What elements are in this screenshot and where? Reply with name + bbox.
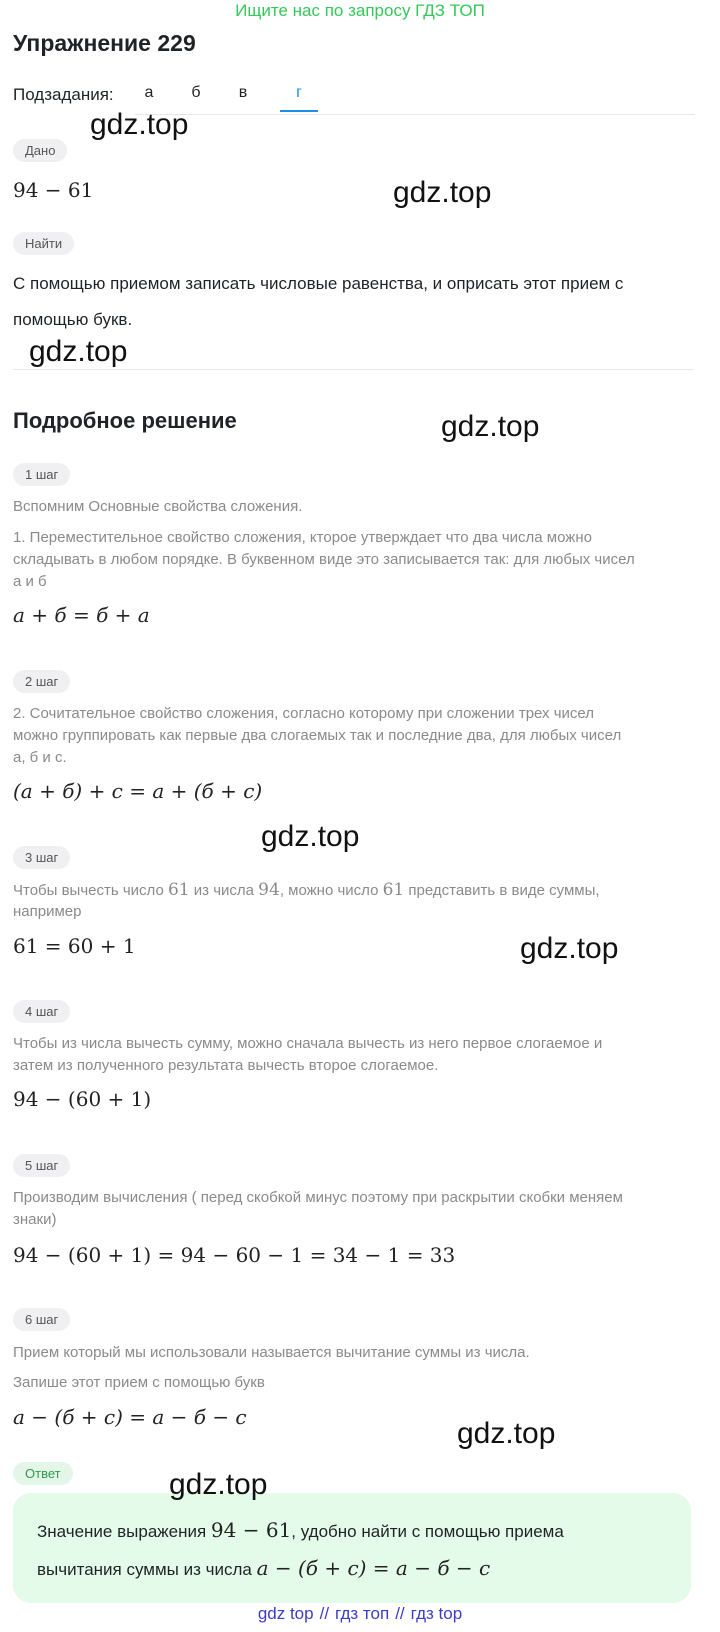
bottom-link-separator: //: [395, 1604, 405, 1623]
step-2-text-1: 2. Сочитательное свойство сложения, согласно которому при сложении трех чисел: [13, 705, 595, 722]
page-title: Упражнение 229: [13, 30, 196, 56]
step-4-badge-wrap: [13, 1000, 70, 1023]
find-badge-wrap: [13, 232, 74, 255]
step-6-text-1: Прием который мы использовали называется вычитание суммы из числа.: [13, 1344, 530, 1361]
step-6-text-2: Запише этот прием с помощью букв: [13, 1374, 265, 1391]
step-4-badge: 4 шаг: [13, 1000, 70, 1023]
step-4-text-1: Чтобы из числа вычесть сумму, можно сначала вычесть из него первое слогаемое и: [13, 1035, 603, 1052]
answer-text-part: Значение выражения: [37, 1522, 211, 1541]
tab-v[interactable]: в: [238, 84, 248, 101]
step-1-text-3: складывать в любом порядке. В буквенном виде это записывается так: для любых чисел: [13, 551, 635, 568]
step-5-text-1: Производим вычисления ( перед скобкой минус поэтому при раскрытии скобки меняем: [13, 1189, 623, 1206]
search-banner: Ищите нас по запросу ГДЗ ТОП: [235, 1, 485, 20]
step-1-badge: 1 шаг: [13, 463, 70, 486]
step-5-formula: 94 − (60 + 1) = 94 − 60 − 1 = 34 − 1 = 33: [13, 1243, 456, 1267]
step-6-badge: 6 шаг: [13, 1308, 70, 1331]
step-3-text-part: , можно число: [279, 882, 383, 899]
answer-line-1: [37, 1512, 677, 1550]
tab-b[interactable]: б: [191, 84, 201, 101]
step-1-text-1: Вспомним Основные свойства сложения.: [13, 498, 303, 515]
bottom-link-gdz-top[interactable]: gdz top: [257, 1604, 314, 1623]
watermark: gdz.top: [169, 1468, 268, 1501]
answer-math: 94 − 61: [210, 1518, 292, 1542]
given-badge: Дано: [13, 139, 67, 162]
step-3-text-part: представить в виде суммы,: [404, 882, 600, 899]
step-4-formula: 94 − (60 + 1): [13, 1087, 152, 1111]
answer-text-part: вычитания суммы из числа: [37, 1560, 257, 1579]
answer-badge-wrap: [13, 1462, 73, 1485]
step-3-number: 61: [167, 880, 190, 900]
watermark: gdz.top: [457, 1417, 556, 1450]
watermark: gdz.top: [90, 108, 189, 141]
section-divider: [13, 369, 693, 370]
find-text-line2: помощью букв.: [13, 310, 133, 329]
step-1-text-2: 1. Переместительное свойство сложения, кторое утверждает что два числа можно: [13, 529, 592, 546]
bottom-links: [0, 1604, 720, 1624]
answer-text-part: , удобно найти с помощью приема: [291, 1522, 564, 1541]
step-5-badge: 5 шаг: [13, 1154, 70, 1177]
find-text-line1: С помощью приемом записать числовые равенства, и оприсать этот прием с: [13, 274, 624, 293]
step-5-badge-wrap: [13, 1154, 70, 1177]
step-2-badge-wrap: [13, 670, 70, 693]
step-2-formula: (a + б) + c = a + (б + c): [13, 779, 263, 803]
watermark: gdz.top: [520, 932, 619, 965]
step-3-text-1: [13, 879, 600, 902]
given-expression: 94 − 61: [13, 178, 94, 202]
step-2-text-2: можно группировать как первые два слогаемых так и последние два, для любых чисел: [13, 727, 622, 744]
step-6-formula: a − (б + c) = a − б − c: [13, 1405, 247, 1429]
step-2-text-3: а, б и с.: [13, 749, 67, 766]
step-6-badge-wrap: [13, 1308, 70, 1331]
watermark: gdz.top: [441, 410, 540, 443]
watermark: gdz.top: [393, 176, 492, 209]
step-3-formula: 61 = 60 + 1: [13, 934, 136, 958]
answer-line-2: [37, 1550, 677, 1588]
watermark: gdz.top: [261, 820, 360, 853]
tabs-divider: [135, 114, 695, 115]
find-badge: Найти: [13, 232, 74, 255]
step-3-number: 61: [382, 880, 405, 900]
step-3-text-part: из числа: [189, 882, 259, 899]
step-2-badge: 2 шаг: [13, 670, 70, 693]
tab-a[interactable]: а: [144, 84, 154, 101]
step-5-text-2: знаки): [13, 1211, 57, 1228]
bottom-link-separator: //: [319, 1604, 330, 1623]
bottom-link-gdz-top-mixed[interactable]: гдз top: [410, 1604, 463, 1623]
solution-title: Подробное решение: [13, 408, 237, 433]
step-1-text-4: а и б: [13, 573, 47, 590]
step-1-badge-wrap: [13, 463, 70, 486]
step-3-text-2: например: [13, 903, 82, 920]
step-3-badge: 3 шаг: [13, 846, 70, 869]
step-3-badge-wrap: [13, 846, 70, 869]
watermark: gdz.top: [29, 335, 128, 368]
answer-badge: Ответ: [13, 1462, 73, 1485]
step-1-formula: a + б = б + a: [13, 603, 150, 627]
tab-g[interactable]: г: [280, 84, 318, 112]
step-3-text-part: Чтобы вычесть число: [13, 882, 168, 899]
bottom-link-gdz-top-ru[interactable]: гдз топ: [335, 1604, 390, 1623]
step-3-number: 94: [258, 880, 280, 900]
answer-math: a − (б + c) = a − б − c: [256, 1556, 491, 1580]
given-badge-wrap: [13, 139, 67, 162]
step-4-text-2: затем из полученного результата вычесть второе слогаемое.: [13, 1057, 439, 1074]
answer-text: [37, 1512, 677, 1588]
subtasks-label: Подзадания:: [13, 85, 114, 104]
